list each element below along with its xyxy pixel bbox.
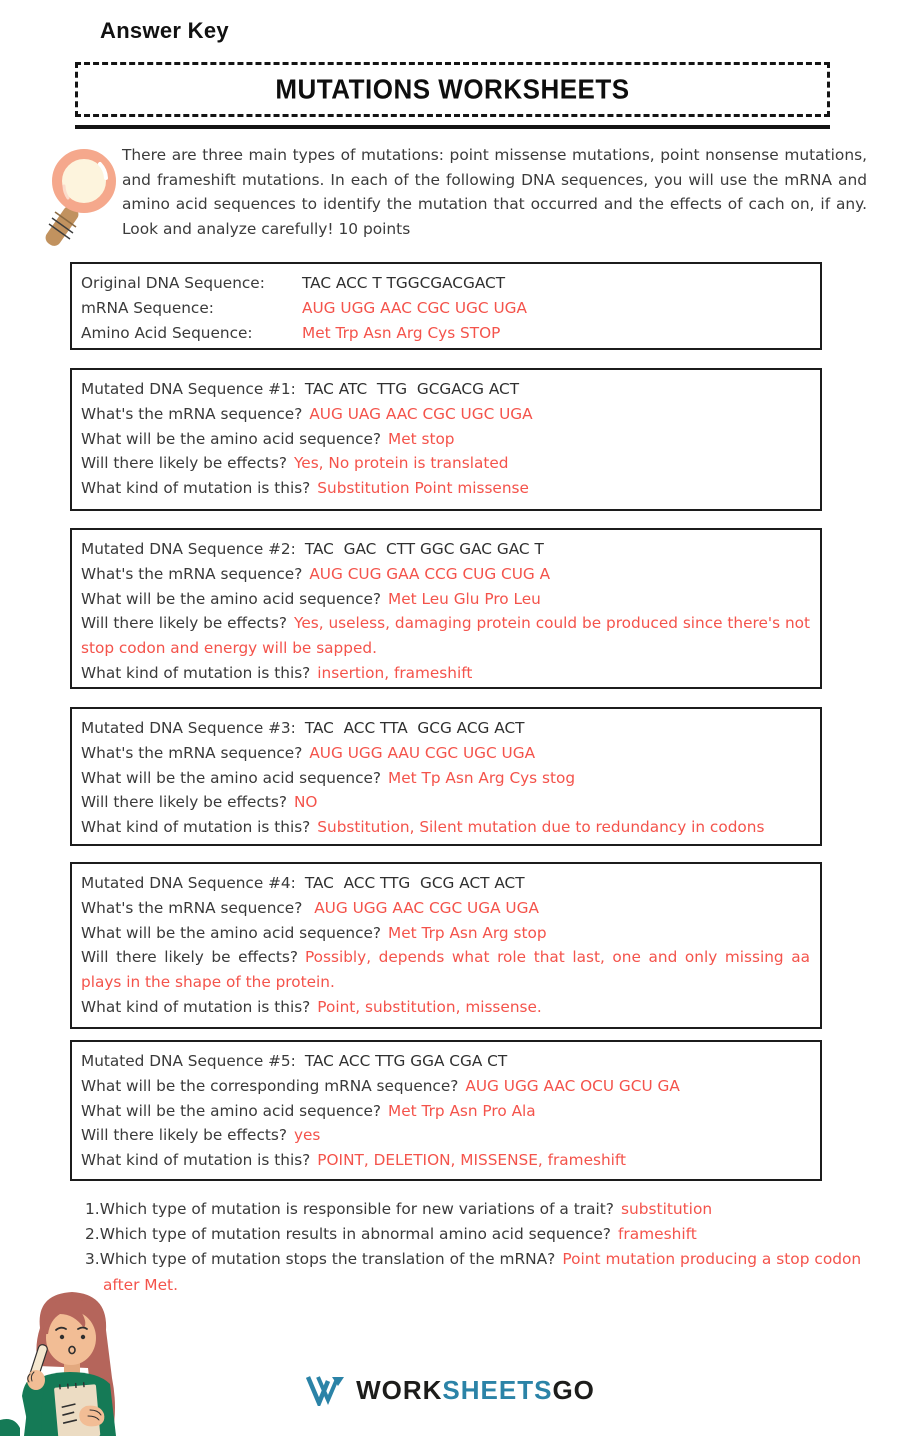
box5-q3: Will there likely be effects?	[81, 1126, 287, 1145]
box1-q1: What's the mRNA sequence?	[81, 404, 303, 423]
mutated-box-5	[70, 1040, 822, 1181]
mutated-box-4	[70, 862, 822, 1029]
summary-questions	[85, 1197, 880, 1298]
question-1	[85, 1197, 880, 1222]
logo-go: GO	[552, 1374, 595, 1405]
box2-dna: TAC GAC CTT GGC GAC GAC T	[304, 540, 544, 558]
box5-q4: What kind of mutation is this?	[81, 1151, 311, 1170]
box2-a3: Yes, useless, damaging protein could be produced since there's not stop codon and energy will be sapped.	[81, 614, 815, 658]
question-2	[85, 1222, 880, 1247]
answer-key-label: Answer Key	[100, 18, 229, 43]
box4-q4: What kind of mutation is this?	[81, 997, 311, 1016]
question-1-number: 1.	[85, 1200, 100, 1218]
box4-a1: AUG UGG AAC CGC UGA UGA	[309, 898, 539, 917]
box1-a3: Yes, No protein is translated	[293, 454, 509, 473]
mutated-box-3	[70, 707, 822, 846]
box1-q4: What kind of mutation is this?	[81, 479, 311, 498]
box2-q1: What's the mRNA sequence?	[81, 564, 303, 583]
box5-title: Mutated DNA Sequence #5:	[81, 1052, 296, 1070]
magnifying-glass-icon	[40, 146, 116, 250]
question-1-text: Which type of mutation is responsible for new variations of a trait?	[99, 1200, 614, 1218]
box3-dna: TAC ACC TTA GCG ACG ACT	[304, 719, 525, 737]
box2-q3: Will there likely be effects?	[81, 614, 288, 633]
box2-title: Mutated DNA Sequence #2:	[81, 540, 296, 558]
box4-dna: TAC ACC TTG GCG ACT ACT	[304, 874, 525, 892]
box3-a4: Substitution, Silent mutation due to redundancy in codons	[317, 818, 765, 837]
mutated-box-2	[70, 528, 822, 689]
worksheet-title-box	[75, 62, 830, 117]
box3-q1: What's the mRNA sequence?	[81, 743, 303, 762]
box2-a4: insertion, frameshift	[317, 663, 473, 682]
mrna-row	[81, 296, 810, 321]
box3-a1: AUG UGG AAU CGC UGC UGA	[309, 743, 536, 762]
box4-q2: What will be the amino acid sequence?	[81, 923, 382, 942]
worksheetsgo-wordmark	[356, 1375, 595, 1406]
original-dna-row	[81, 271, 810, 296]
worksheetsgo-logo	[0, 1370, 900, 1410]
worksheetsgo-w-icon	[305, 1374, 347, 1406]
box5-a3: yes	[293, 1126, 321, 1145]
box4-title: Mutated DNA Sequence #4:	[81, 874, 296, 892]
box1-a2: Met stop	[388, 429, 455, 448]
box4-a4: Point, substitution, missense.	[317, 997, 542, 1016]
amino-acid-value: Met Trp Asn Arg Cys STOP	[302, 323, 501, 342]
mutated-box-1	[70, 368, 822, 511]
question-3-text: Which type of mutation stops the translation of the mRNA?	[99, 1250, 556, 1269]
mrna-label: mRNA Sequence:	[81, 298, 214, 317]
amino-acid-label: Amino Acid Sequence:	[81, 323, 253, 342]
box3-title: Mutated DNA Sequence #3:	[81, 719, 296, 737]
question-2-answer: frameshift	[617, 1225, 697, 1244]
box3-a3: NO	[293, 793, 318, 812]
box3-q4: What kind of mutation is this?	[81, 818, 311, 837]
original-sequence-box	[70, 262, 822, 350]
box3-q3: Will there likely be effects?	[81, 793, 287, 812]
logo-work: WORK	[356, 1374, 443, 1405]
box4-q1: What's the mRNA sequence?	[81, 898, 303, 917]
logo-sheets: SHEETS	[442, 1374, 553, 1405]
box2-q4: What kind of mutation is this?	[81, 663, 311, 682]
box5-q1: What will be the corresponding mRNA sequence?	[81, 1076, 459, 1095]
box1-dna: TAC ATC TTG GCGACG ACT	[304, 380, 520, 398]
box2-a2: Met Leu Glu Pro Leu	[388, 589, 541, 608]
box3-a2: Met Tp Asn Arg Cys stog	[388, 768, 576, 787]
box5-a4: POINT, DELETION, MISSENSE, frameshift	[317, 1151, 627, 1170]
question-1-answer: substitution	[620, 1200, 713, 1218]
question-2-text: Which type of mutation results in abnormal amino acid sequence?	[99, 1225, 611, 1244]
thinking-woman-illustration	[0, 1288, 140, 1436]
amino-acid-row	[81, 321, 810, 346]
box4-q3: Will there likely be effects?	[81, 948, 298, 967]
box1-q3: Will there likely be effects?	[81, 454, 287, 473]
box1-title: Mutated DNA Sequence #1:	[81, 380, 296, 398]
box2-q2: What will be the amino acid sequence?	[81, 589, 382, 608]
box2-a1: AUG CUG GAA CCG CUG CUG A	[309, 564, 551, 583]
box5-a2: Met Trp Asn Pro Ala	[388, 1101, 536, 1120]
question-3-number: 3.	[85, 1250, 100, 1269]
box1-a1: AUG UAG AAC CGC UGC UGA	[309, 404, 533, 423]
box1-q2: What will be the amino acid sequence?	[81, 429, 382, 448]
box5-dna: TAC ACC TTG GGA CGA CT	[304, 1052, 508, 1070]
box3-q2: What will be the amino acid sequence?	[81, 768, 382, 787]
box4-a3: Possibly, depends what role that last, one and only missing aa plays in the shape of the protein.	[81, 948, 815, 992]
original-dna-value: TAC ACC T TGGCGACGACT	[302, 274, 506, 292]
question-3	[85, 1247, 880, 1297]
page-title: MUTATIONS WORKSHEETS	[275, 72, 630, 106]
mrna-value: AUG UGG AAC CGC UGC UGA	[302, 298, 527, 317]
intro-paragraph: There are three main types of mutations: point missense mutations, point nonsense mutations, and frameshift mutations. In each of the following DNA sequences, you will use the mRNA and amino acid sequences to identify the mutation that occurred and the effects of cach on, if any. Look and analyze carefully! 10 points	[122, 146, 867, 238]
title-divider	[75, 125, 830, 129]
box5-a1: AUG UGG AAC OCU GCU GA	[465, 1076, 680, 1095]
box5-q2: What will be the amino acid sequence?	[81, 1101, 382, 1120]
question-2-number: 2.	[85, 1225, 100, 1244]
original-dna-label: Original DNA Sequence:	[81, 274, 265, 292]
box1-a4: Substitution Point missense	[317, 479, 529, 498]
question-3-answer: Point mutation producing a stop codon after Met.	[103, 1250, 862, 1294]
box4-a2: Met Trp Asn Arg stop	[388, 923, 547, 942]
